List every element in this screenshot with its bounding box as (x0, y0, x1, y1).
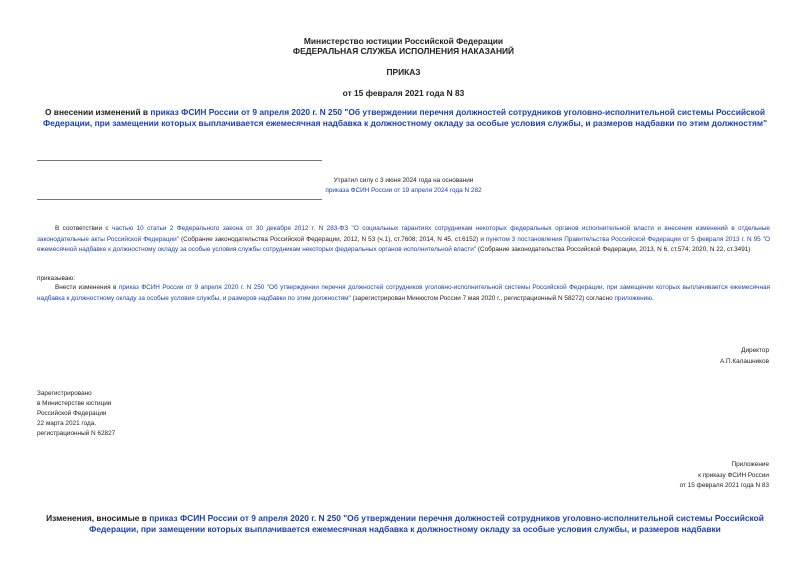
order-text-2: (зарегистрирован Минюстом России 7 мая 2020 г., регистрационный N 58272) согласно (350, 294, 615, 302)
appendix-title-link[interactable]: приказ ФСИН России от 9 апреля 2020 г. N 250 "Об утверждении перечня должностей сотрудников уголовно-исполнительной системы Российской Федерации, при замещении которых выплачивается ежемесячная надбавка к должностному окладу за особые условия службы, и размеров надбавки (89, 513, 764, 534)
registration-line: Зарегистрировано (37, 390, 92, 397)
resolution-link[interactable]: пунктом 3 постановления Правительства Российской Федерации от 5 февраля 2013 г. N 95 "О ежемесячной надбавке к должностному окладу за особые условия службы сотрудникам некоторых федеральных органов исполнительной власти" (37, 235, 770, 253)
ministry-name: Министерство юстиции Российской Федерации (303, 36, 504, 46)
doc-type: ПРИКАЗ (386, 67, 421, 77)
registration-line: в Министерстве юстиции (37, 400, 112, 407)
document-header (0, 36, 807, 56)
appendix-title-prefix: Изменения, вносимые в (46, 513, 150, 523)
appendix-title (36, 513, 774, 535)
order-paragraph (37, 283, 770, 304)
registration-line: 22 марта 2021 года, (37, 420, 97, 427)
appendix-line: Приложение (731, 461, 769, 468)
signature-block (720, 346, 769, 367)
appendix-line: от 15 февраля 2021 года N 83 (679, 482, 769, 489)
law-link[interactable]: частью 10 статьи 2 Федерального закона от 30 декабря 2012 г. N 283-ФЗ "О социальных гарантиях сотрудникам некоторых федеральных органов исполнительной власти и внесении изменений в отдельные законодательные акты Российской Федерации" (37, 225, 770, 243)
preamble-text-1: В соответствии с (55, 225, 113, 232)
doc-date-number: от 15 февраля 2021 года N 83 (342, 88, 465, 98)
signer-position: Директор (741, 347, 769, 354)
service-name: ФЕДЕРАЛЬНАЯ СЛУЖБА ИСПОЛНЕНИЯ НАКАЗАНИЙ (292, 46, 515, 56)
registration-block (37, 389, 115, 439)
registration-line: регистрационный N 62827 (37, 430, 116, 437)
order-word: приказываю: (37, 275, 75, 282)
status-line: Утратил силу с 3 июня 2024 года на основании (333, 177, 474, 184)
title-prefix: О внесении изменений в (44, 107, 151, 117)
order-250-link[interactable]: приказ ФСИН России от 9 апреля 2020 г. N 250 "Об утверждении перечня должностей сотрудников уголовно-исполнительной системы Российской Федерации, при замещении которых выплачивается ежемесячная надбавка к должностному окладу за особые условия службы, и размеров надбавки по этим должностям" (37, 284, 770, 302)
order-text-1: Внести изменения в (55, 284, 119, 291)
status-link[interactable]: приказа ФСИН России от 19 апреля 2024 года N 282 (325, 187, 482, 194)
status-note (0, 176, 807, 196)
appendix-header (680, 460, 769, 492)
signer-name: А.П.Калашников (719, 357, 769, 365)
registration-line: Российской Федерации (37, 410, 107, 417)
preamble-text-2: (Собрание законодательства Российской Федерации, 2012, N 53 (ч.1), ст.7608; 2014, N 45, ст.6152) и (178, 235, 486, 243)
title-link[interactable]: приказ ФСИН России от 9 апреля 2020 г. N 250 "Об утверждении перечня должностей сотрудников уголовно-исполнительной системы Российской Федерации, при замещении которых выплачивается ежемесячная надбавка к должностному окладу за особые условия службы, и размеров надбавки по этим должностям" (42, 107, 768, 128)
document-title (36, 107, 774, 129)
preamble-paragraph (37, 224, 770, 256)
preamble-text-3: (Собрание законодательства Российской Федерации, 2013, N 6, ст.574; 2020, N 22, ст.3491) (476, 246, 751, 253)
appendix-line: к приказу ФСИН России (698, 471, 769, 479)
order-text-3: . (652, 294, 654, 302)
appendix-link[interactable]: приложению (614, 294, 653, 302)
divider-top (37, 160, 322, 161)
divider-bottom (37, 199, 322, 200)
